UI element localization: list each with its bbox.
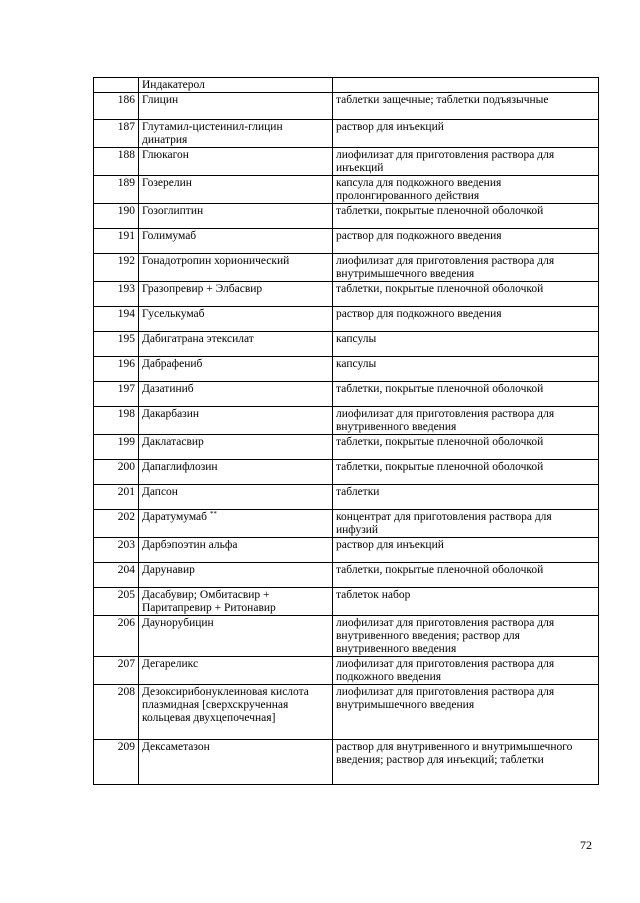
drug-name-cell (139, 407, 333, 435)
dosage-form: таблетки, покрытые пленочной оболочкой (333, 435, 599, 460)
row-number: 207 (94, 657, 139, 685)
dosage-form: капсула для подкожного введения пролонгированного действия (333, 176, 599, 204)
dosage-form: концентрат для приготовления раствора для инфузий (333, 510, 599, 538)
row-number: 190 (94, 204, 139, 229)
dosage-form: раствор для подкожного введения (333, 307, 599, 332)
row-number: 199 (94, 435, 139, 460)
footnote-mark: ** (209, 510, 217, 518)
row-number: 208 (94, 685, 139, 740)
row-number (94, 78, 139, 93)
table-row (94, 435, 599, 460)
row-number: 192 (94, 254, 139, 282)
drug-name: Дабигатрана этексилат (142, 333, 254, 345)
table-row (94, 538, 599, 563)
table-row (94, 78, 599, 93)
drug-name: Гразопревир + Элбасвир (142, 283, 263, 295)
table-row (94, 148, 599, 176)
drug-name-cell (139, 740, 333, 785)
dosage-form: раствор для инъекций (333, 538, 599, 563)
row-number: 194 (94, 307, 139, 332)
row-number: 201 (94, 485, 139, 510)
table-row (94, 588, 599, 616)
drug-name: Дезоксирибонуклеиновая кислота плазмидная [сверхскрученная кольцевая двухцепочечная] (142, 686, 309, 724)
dosage-form: лиофилизат для приготовления раствора для внутримышечного введения (333, 254, 599, 282)
drug-name-cell (139, 357, 333, 382)
dosage-form: таблетки, покрытые пленочной оболочкой (333, 563, 599, 588)
row-number: 195 (94, 332, 139, 357)
table-row (94, 204, 599, 229)
row-number: 189 (94, 176, 139, 204)
row-number: 188 (94, 148, 139, 176)
drug-name-cell (139, 657, 333, 685)
row-number: 206 (94, 616, 139, 657)
dosage-form: капсулы (333, 332, 599, 357)
drug-name: Дапаглифлозин (142, 461, 218, 473)
dosage-form: лиофилизат для приготовления раствора для инъекций (333, 148, 599, 176)
drug-name-cell (139, 254, 333, 282)
drug-name: Дарбэпоэтин альфа (142, 539, 238, 551)
drug-name-cell (139, 148, 333, 176)
drug-name: Глутамил-цистеинил-глицин динатрия (142, 121, 283, 146)
dosage-form: таблетки, покрытые пленочной оболочкой (333, 282, 599, 307)
row-number: 204 (94, 563, 139, 588)
drug-name-cell (139, 204, 333, 229)
drug-name: Глицин (142, 94, 179, 106)
drug-name-cell (139, 538, 333, 563)
drug-name-cell (139, 382, 333, 407)
drug-name: Дакарбазин (142, 408, 200, 420)
drug-name: Дегареликс (142, 658, 199, 670)
drug-name-cell (139, 616, 333, 657)
table-row (94, 510, 599, 538)
drug-name: Даунорубицин (142, 617, 214, 629)
row-number: 197 (94, 382, 139, 407)
table-row (94, 460, 599, 485)
table-row (94, 254, 599, 282)
table-row (94, 657, 599, 685)
drug-name-cell (139, 93, 333, 120)
drug-table (93, 77, 599, 785)
table-row (94, 93, 599, 120)
dosage-form: раствор для внутривенного и внутримышечного введения; раствор для инъекций; таблетки (333, 740, 599, 785)
page-number: 72 (580, 838, 592, 852)
drug-name: Гозоглиптин (142, 205, 204, 217)
row-number: 187 (94, 120, 139, 148)
dosage-form: раствор для подкожного введения (333, 229, 599, 254)
drug-name-cell (139, 229, 333, 254)
drug-name: Даратумумаб (142, 511, 208, 523)
drug-name-cell (139, 78, 333, 93)
table-row (94, 382, 599, 407)
drug-name-cell (139, 282, 333, 307)
drug-name-cell (139, 435, 333, 460)
drug-name: Дазатиниб (142, 383, 194, 395)
drug-name: Индакатерол (142, 79, 205, 91)
dosage-form: лиофилизат для приготовления раствора для внутривенного введения (333, 407, 599, 435)
row-number: 205 (94, 588, 139, 616)
dosage-form: таблетки (333, 485, 599, 510)
row-number: 191 (94, 229, 139, 254)
drug-name-cell (139, 176, 333, 204)
dosage-form: лиофилизат для приготовления раствора для внутривенного введения; раствор для внутривенного введения (333, 616, 599, 657)
dosage-form: раствор для инъекций (333, 120, 599, 148)
dosage-form (333, 78, 599, 93)
drug-name-cell (139, 485, 333, 510)
table-row (94, 563, 599, 588)
table-row (94, 332, 599, 357)
row-number: 202 (94, 510, 139, 538)
drug-name-cell (139, 588, 333, 616)
dosage-form: таблетки защечные; таблетки подъязычные (333, 93, 599, 120)
table-row (94, 616, 599, 657)
table-row (94, 120, 599, 148)
drug-name-cell (139, 120, 333, 148)
drug-name: Гуселькумаб (142, 308, 205, 320)
drug-name: Дарунавир (142, 564, 195, 576)
drug-name: Дапсон (142, 486, 178, 498)
row-number: 198 (94, 407, 139, 435)
drug-name-cell (139, 307, 333, 332)
dosage-form: таблеток набор (333, 588, 599, 616)
row-number: 186 (94, 93, 139, 120)
dosage-form: таблетки, покрытые пленочной оболочкой (333, 204, 599, 229)
table-row (94, 740, 599, 785)
drug-name: Гонадотропин хорионический (142, 255, 290, 267)
table-row (94, 229, 599, 254)
drug-name: Даклатасвир (142, 436, 204, 448)
drug-name-cell (139, 510, 333, 538)
drug-name-cell (139, 332, 333, 357)
drug-name: Голимумаб (142, 230, 197, 242)
drug-name: Дексаметазон (142, 741, 210, 753)
row-number: 193 (94, 282, 139, 307)
table-row (94, 485, 599, 510)
drug-name-cell (139, 460, 333, 485)
row-number: 196 (94, 357, 139, 382)
dosage-form: капсулы (333, 357, 599, 382)
table-row (94, 307, 599, 332)
table-row (94, 407, 599, 435)
drug-name: Глюкагон (142, 149, 189, 161)
table-row (94, 685, 599, 740)
drug-name: Дасабувир; Омбитасвир + Паритапревир + Ритонавир (142, 589, 276, 614)
drug-name: Гозерелин (142, 177, 192, 189)
row-number: 209 (94, 740, 139, 785)
dosage-form: таблетки, покрытые пленочной оболочкой (333, 460, 599, 485)
drug-name-cell (139, 563, 333, 588)
table-row (94, 357, 599, 382)
table-row (94, 176, 599, 204)
dosage-form: таблетки, покрытые пленочной оболочкой (333, 382, 599, 407)
dosage-form: лиофилизат для приготовления раствора для внутримышечного введения (333, 685, 599, 740)
row-number: 200 (94, 460, 139, 485)
table-row (94, 282, 599, 307)
row-number: 203 (94, 538, 139, 563)
drug-name-cell (139, 685, 333, 740)
drug-name: Дабрафениб (142, 358, 203, 370)
dosage-form: лиофилизат для приготовления раствора для подкожного введения (333, 657, 599, 685)
